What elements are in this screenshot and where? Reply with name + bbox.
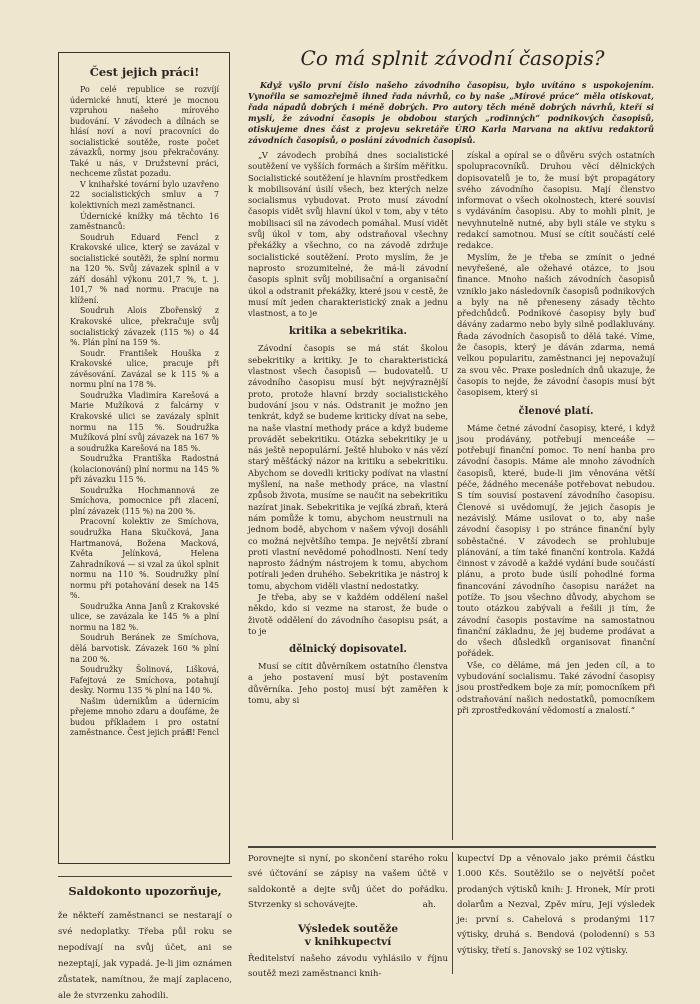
- honor-box-signature: E. Fencl: [186, 727, 219, 737]
- paragraph: Je třeba, aby se v každém oddělení našel někdo, kdo si vezme na starost, že bude o životě oddělení do závodního časopisu psát, a to je: [248, 591, 448, 636]
- paragraph: získal a opíral se o důvěru svých ostatních spolupracovníků. Druhou věcí dělnických dopisovatelů je to, že musí být propagátory svého závodního časopisu. Mají členstvo informovat o všech okolnostech, které souvisí s vydáváním časopisu. Aby to mohli plnit, je nevyhnutelně nutné, aby byli stále ve styku s redakcí samotnou. Musí se cítit součástí celé redakce.: [457, 150, 655, 251]
- paragraph: Vše, co děláme, má jen jeden cíl, a to vybudování socialismu. Také závodní časopisy jsou prostředkem boje za mír, pomocníkem při odstraňování našich nedostatků, pomocníkem při zprostředkování vědomostí a znalostí.“: [457, 659, 655, 715]
- paragraph: Musí se cítit důvěrníkem ostatního členstva a jeho postavení musí být postavením důvěrníka. Jeho postoj musí být zaměřen k tomu, aby si: [248, 661, 448, 706]
- saldo-notice: [58, 884, 232, 1001]
- paragraph: Myslím, že je třeba se zmínit o jedné nevyřešené, ale ožehavé otázce, to jsou finance. Mnoho našich závodních časopisů vzniklo jako následovník časopisů podnikových a byly na ně přeneseny zásady těchto předchůdců. Podnikové časopisy byly buď dávány zadarmo nebo byly silně podlakluvány. Řada závodních časopisů to dělá také. Víme, že časopis, který je dáván zdarma, nemá velkou popularitu, zaměstnanci jej nepovažují za svou věc. Praxe posledních dnů ukazuje, že časopis to nejde, že závodní časopis musí být časopisem, který si: [457, 251, 655, 398]
- paragraph: Soudružky Šolinová, Lišková, Fafejtová ze Smíchova, potahují desky. Normu 135 % plní na 140 %.: [70, 665, 219, 696]
- bottom-column-1: [248, 852, 448, 980]
- saldo-text: že někteří zaměstnanci se nestarají o své nedoplatky. Třeba půl roku se nepodívají na svůj účet, ani se nezeptají, jak vypadá. Je-li jim oznámen zůstatek, namítnou, že mají zaplaceno, ale že stvrzenku zahodili.: [58, 911, 232, 1001]
- honor-box: [58, 52, 230, 864]
- section-divider: [248, 846, 656, 848]
- paragraph: Údernické knížky má těchto 16 zaměstnanců:: [70, 211, 219, 232]
- contest-text-start: Ředitelství našeho závodu vyhlásilo v říjnu soutěž mezi zaměstnanci knih-: [248, 954, 448, 980]
- paragraph: Závodní časopis se má stát školou sebekritiky a kritiky. Je to charakteristická vlastnost všech časopisů — budovatelů. U závodního časopisu musí být nejvýraznější proto, protože hlavní brzdy socialistického budování jsou v nás. Odstranit je možno jen tenkrát, když se budeme kriticky dívat na sebe, na naše vlastní methody práce a když budeme provádět sebekritiku. Otázka sebekritiky je u nás ještě nepopulární. Ještě hluboko v nás vězí starý měšťácký názor na kritiku a sebekritiku. Abychom se dovedli kriticky podívat na vlastní myšlení, na naše methody práce, na vlastní způsob života, musíme se naučit na sebekritiku nazírat jinak. Sebekritika je vejíká zbraň, která nám pomůže k tomu, abychom neustrnuli na jednom bodě, abychom v našem vývoji dosáhli co možná největšího tempa. Je největší zbraní proti vlastní nevědomé pohodlnosti. Není tedy naprosto žádným nástrojem k tomu, abychom potírali jeden druhého. Sebekritika je nástroj k tomu, abychom viděli vlastní nedostatky.: [248, 343, 448, 591]
- subheading-criticism: kritika a sebekritika.: [289, 326, 407, 338]
- contest-text-end: kupectví Dp a věnovalo jako prémii částku 1.000 Kčs. Soutěžilo se o největší počet prodaných výtisků knih: J. Hronek, Mír proti dolarům a Nezval, Zpěv míru, Její výsledek je: první s. Cahelová s prodanými 117 výtisky, druhá s. Bendová (polodenní) s 53 výtisky, třetí s. Janovský se 102 výtisky.: [457, 854, 655, 956]
- paragraph: Máme četné závodní časopisy, které, i když jsou prodávány, potřebují menceáše — potřebují finanční pomoc. To není hanba pro závodní časopis. Máme ale mnoho závodních časopisů, které, bude-li jim věnována větší péče, žádného mecenáše potřebovat nebudou. S tím souvisí postavení závodního časopisu. Členové si uvědomují, že jejich časopis je nezávislý. Máme usilovat o to, aby naše závodní časopisy i po stránce finanční byly soběstačné. V závodech se prohlubuje plánování, a tím také finanční kontrola. Každá činnost v závodě a každé vydání bude součástí plánu, a proto bude úsilí pohodlné forma financování závodního časopisu narážet na potíže. To jsou všechno důvody, abychom se touto otázkou zabývali a řešili ji tím, že závodní časopis postavíme na samostatnou finanční základnu, že jej budeme prodávat a do všech důsledků organisovat finanční pořádek.: [457, 422, 655, 659]
- paragraph: Soudruh Alois Zbořenský z Krakovské ulice, překračuje svůj socialistický závazek (115 %) o 44 %. Plán plní na 159 %.: [70, 306, 219, 348]
- paragraph: „V závodech probíhá dnes socialistické soutěžení ve vyšších formách a širším měřítku. Socialistické soutěžení je hlavním prostředkem k mobilisování úsilí všech, bez kterých nelze socialismus vybudovat. Proto musí závodní časopis vidět svůj hlavní úkol v tom, aby v této mobilisaci sil na závodech pomáhal. Musí vidět svůj úkol v tom, aby odstraňoval všechny překážky a všechno, co na závodě zdržuje socialistické soutěžení. Proto myslím, že je naprosto srozumitelné, že má-li závodní časopis splnit svůj mobilisační a organisační úkol a odstranit překážky, které jsou v cestě, že musí mít jeden charakteristický znak a jednu vlastnost, a to je: [248, 150, 448, 319]
- article-title: Co má splnit závodní časopis?: [300, 46, 605, 70]
- bottom-column-2: [457, 852, 655, 977]
- column-divider: [452, 150, 453, 840]
- paragraph: Soudr. František Houška z Krakovské ulice, pracuje při závěsování. Zavázal se k 115 % a normu plní na 178 %.: [70, 348, 219, 390]
- honor-box-title: Čest jejich práci!: [89, 65, 200, 79]
- paragraph: Soudružka Vladimíra Karešová a Marie Mužíková z falcárny v Krakovské ulici se zavázaly splnit normu na 115 %. Soudružka Mužíková plní svůj závazek na 167 % a soudružka Karešová na 185 %.: [70, 390, 219, 453]
- paragraph: Soudružka Františka Radostná (kolacionování) plní normu na 145 % při závazku 115 %.: [70, 454, 219, 485]
- subheading-members-pay: členové platí.: [518, 405, 594, 417]
- bottom-column-divider: [452, 852, 453, 974]
- subheading-correspondent: dělnický dopisovatel.: [289, 644, 407, 656]
- saldo-divider: [58, 876, 232, 877]
- paragraph: Po celé republice se rozvíjí údernické hnutí, které je mocnou vzpruhou našeho mírového budování. V závodech a dílnách se hlásí noví a noví pracovníci do socialistické soutěže, roste počet závazků, normy jsou překračovány. Také u nás, v Družstevní práci, nechceme zůstat pozadu.: [70, 85, 219, 179]
- honor-box-body: [70, 85, 219, 739]
- saldo-continuation: Porovnejte si nyní, po skončení starého roku své účtování se zápisy na vašem účtě v saldokontě a dejte svůj účet do pořádku. Stvrzenky si schovávejte.: [248, 854, 448, 910]
- saldo-title: Saldokonto upozorňuje,: [68, 884, 222, 898]
- paragraph: Našim údernikům a údernicím přejeme mnoho zdaru a doufáme, že budou příkladem i pro ostatní zaměstnance. Čest jejich práci!: [70, 696, 219, 738]
- saldo-signature: ah.: [422, 899, 436, 910]
- paragraph: V knihařské tovární bylo uzavřeno 22 socialistických smluv a 7 kolektivních mezi zaměstnanci.: [70, 179, 219, 211]
- paragraph: Pracovní kolektiv ze Smíchova, soudružka Hana Skučková, Jana Hartmanová, Božena Macková, Květa Jelínková, Helena Zahradníková — si vzal za úkol splnit normu na 110 %. Soudružky plní normu při potahování desek na 145 %.: [70, 517, 219, 601]
- article-column-2: [457, 150, 655, 840]
- paragraph: Soudruh Beránek ze Smíchova, dělá barvotisk. Závazek 160 % plní na 200 %.: [70, 633, 219, 664]
- contest-subheading: v knihkupectví: [304, 936, 392, 949]
- contest-heading: Výsledek soutěže: [297, 923, 399, 936]
- article-lead: Když vyšlo první číslo našeho závodního časopisu, bylo uvítáno s uspokojením. Vynořila se samozřejmě ihned řada návrhů, co by naše „Mírové práce“ měla otiskovat, řada nápadů dobrých i méně dobrých. Pro autory těch méně dobrých návrhů, kteří si myslí, že závodní časopis je obdobou starých „rodinných“ podnikových časopisů, otiskujeme dnes část z projevu sekretáře ÚRO Karla Marvana na aktivu redaktorů závodních časopisů, o poslání závodních časopisů.: [248, 80, 654, 145]
- paragraph: Soudruh Eduard Fencl z Krakovské ulice, který se zavázal v socialistické soutěži, že splní normu na 120 %. Svůj závazek splnil a v září dosáhl výkonu 201,7 %, t. j. 101,7 % nad normu. Pracuje na klížení.: [70, 232, 219, 305]
- paragraph: Soudružka Anna Janů z Krakovské ulice, se zavázala ke 145 % a plní normu na 182 %.: [70, 601, 219, 632]
- article-column-1: [248, 150, 448, 840]
- paragraph: Soudružka Hochmannová ze Smíchova, pomocnice při zlacení, plní závazek (115 %) na 200 %.: [70, 485, 219, 516]
